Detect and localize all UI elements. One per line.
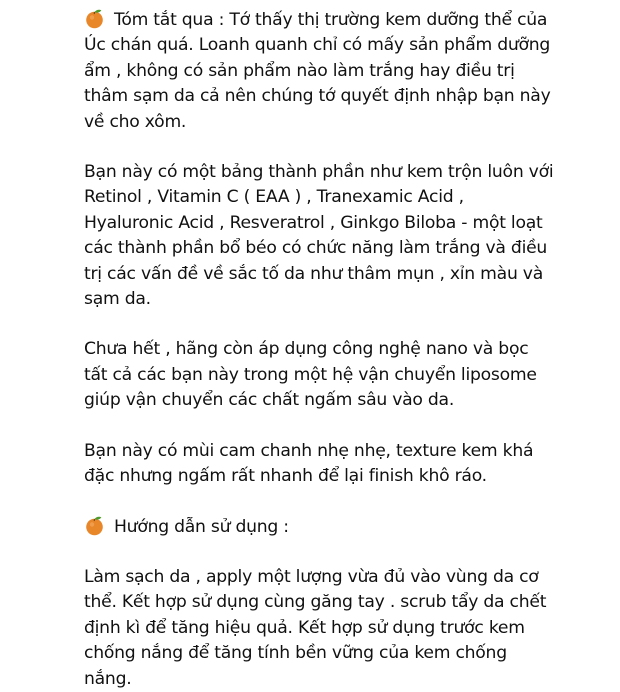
ingredients-line-3: Hyaluronic Acid , Resveratrol , Ginkgo Biloba - một loạt <box>84 212 543 233</box>
usage-heading-line: Hướng dẫn sử dụng : <box>84 515 584 540</box>
post-body <box>84 8 584 692</box>
ingredients-line-4: các thành phần bổ béo có chức năng làm trắng và điều <box>84 238 548 259</box>
texture-paragraph <box>84 439 584 490</box>
summary-line-5: về cho xôm. <box>84 111 187 132</box>
technology-line-1: Chưa hết , hãng còn áp dụng công nghệ nano và bọc <box>84 339 529 360</box>
paragraph-gap <box>84 490 584 515</box>
ingredients-line-5: trị các vấn đề về sắc tố da như thâm mụn , xỉn màu và <box>84 263 544 284</box>
usage-line-4: chống nắng để tăng tính bền vững của kem chống <box>84 643 507 664</box>
ingredients-line-2: Retinol , Vitamin C ( EAA ) , Tranexamic Acid , <box>84 187 464 208</box>
summary-paragraph <box>84 8 584 135</box>
texture-line-1: Bạn này có mùi cam chanh nhẹ nhẹ, texture kem khá <box>84 440 534 461</box>
ingredients-paragraph <box>84 160 584 312</box>
tangerine-icon <box>84 515 105 536</box>
summary-line-4: thâm sạm da cả nên chúng tớ quyết định nhập bạn này <box>84 86 551 107</box>
texture-line-2: đặc nhưng ngấm rất nhanh để lại finish khô ráo. <box>84 466 487 487</box>
summary-line-3: ẩm , không có sản phẩm nào làm trắng hay điều trị <box>84 60 515 81</box>
ingredients-line-6: sạm da. <box>84 289 151 310</box>
summary-line-2: Úc chán quá. Loanh quanh chỉ có mấy sản phẩm dưỡng <box>84 35 551 56</box>
usage-line-3: định kì để tăng hiệu quả. Kết hợp sử dụng trước kem <box>84 617 525 638</box>
ingredients-line-1: Bạn này có một bảng thành phần như kem trộn luôn với <box>84 162 554 183</box>
usage-line-5: nắng. <box>84 668 132 689</box>
technology-line-3: giúp vận chuyển các chất ngấm sâu vào da. <box>84 390 455 411</box>
paragraph-gap <box>84 414 584 439</box>
usage-paragraph <box>84 565 584 692</box>
usage-line-2: thể. Kết hợp sử dụng cùng găng tay . scrub tẩy da chết <box>84 592 547 613</box>
summary-line-1: Tóm tắt qua : Tớ thấy thị trường kem dưỡng thể của <box>84 8 584 33</box>
technology-paragraph <box>84 337 584 413</box>
paragraph-gap <box>84 540 584 565</box>
paragraph-gap <box>84 135 584 160</box>
technology-line-2: tất cả các bạn này trong một hệ vận chuyển liposome <box>84 364 537 385</box>
usage-heading <box>84 515 584 540</box>
paragraph-gap <box>84 312 584 337</box>
tangerine-icon <box>84 8 105 29</box>
usage-line-1: Làm sạch da , apply một lượng vừa đủ vào vùng da cơ <box>84 566 539 587</box>
